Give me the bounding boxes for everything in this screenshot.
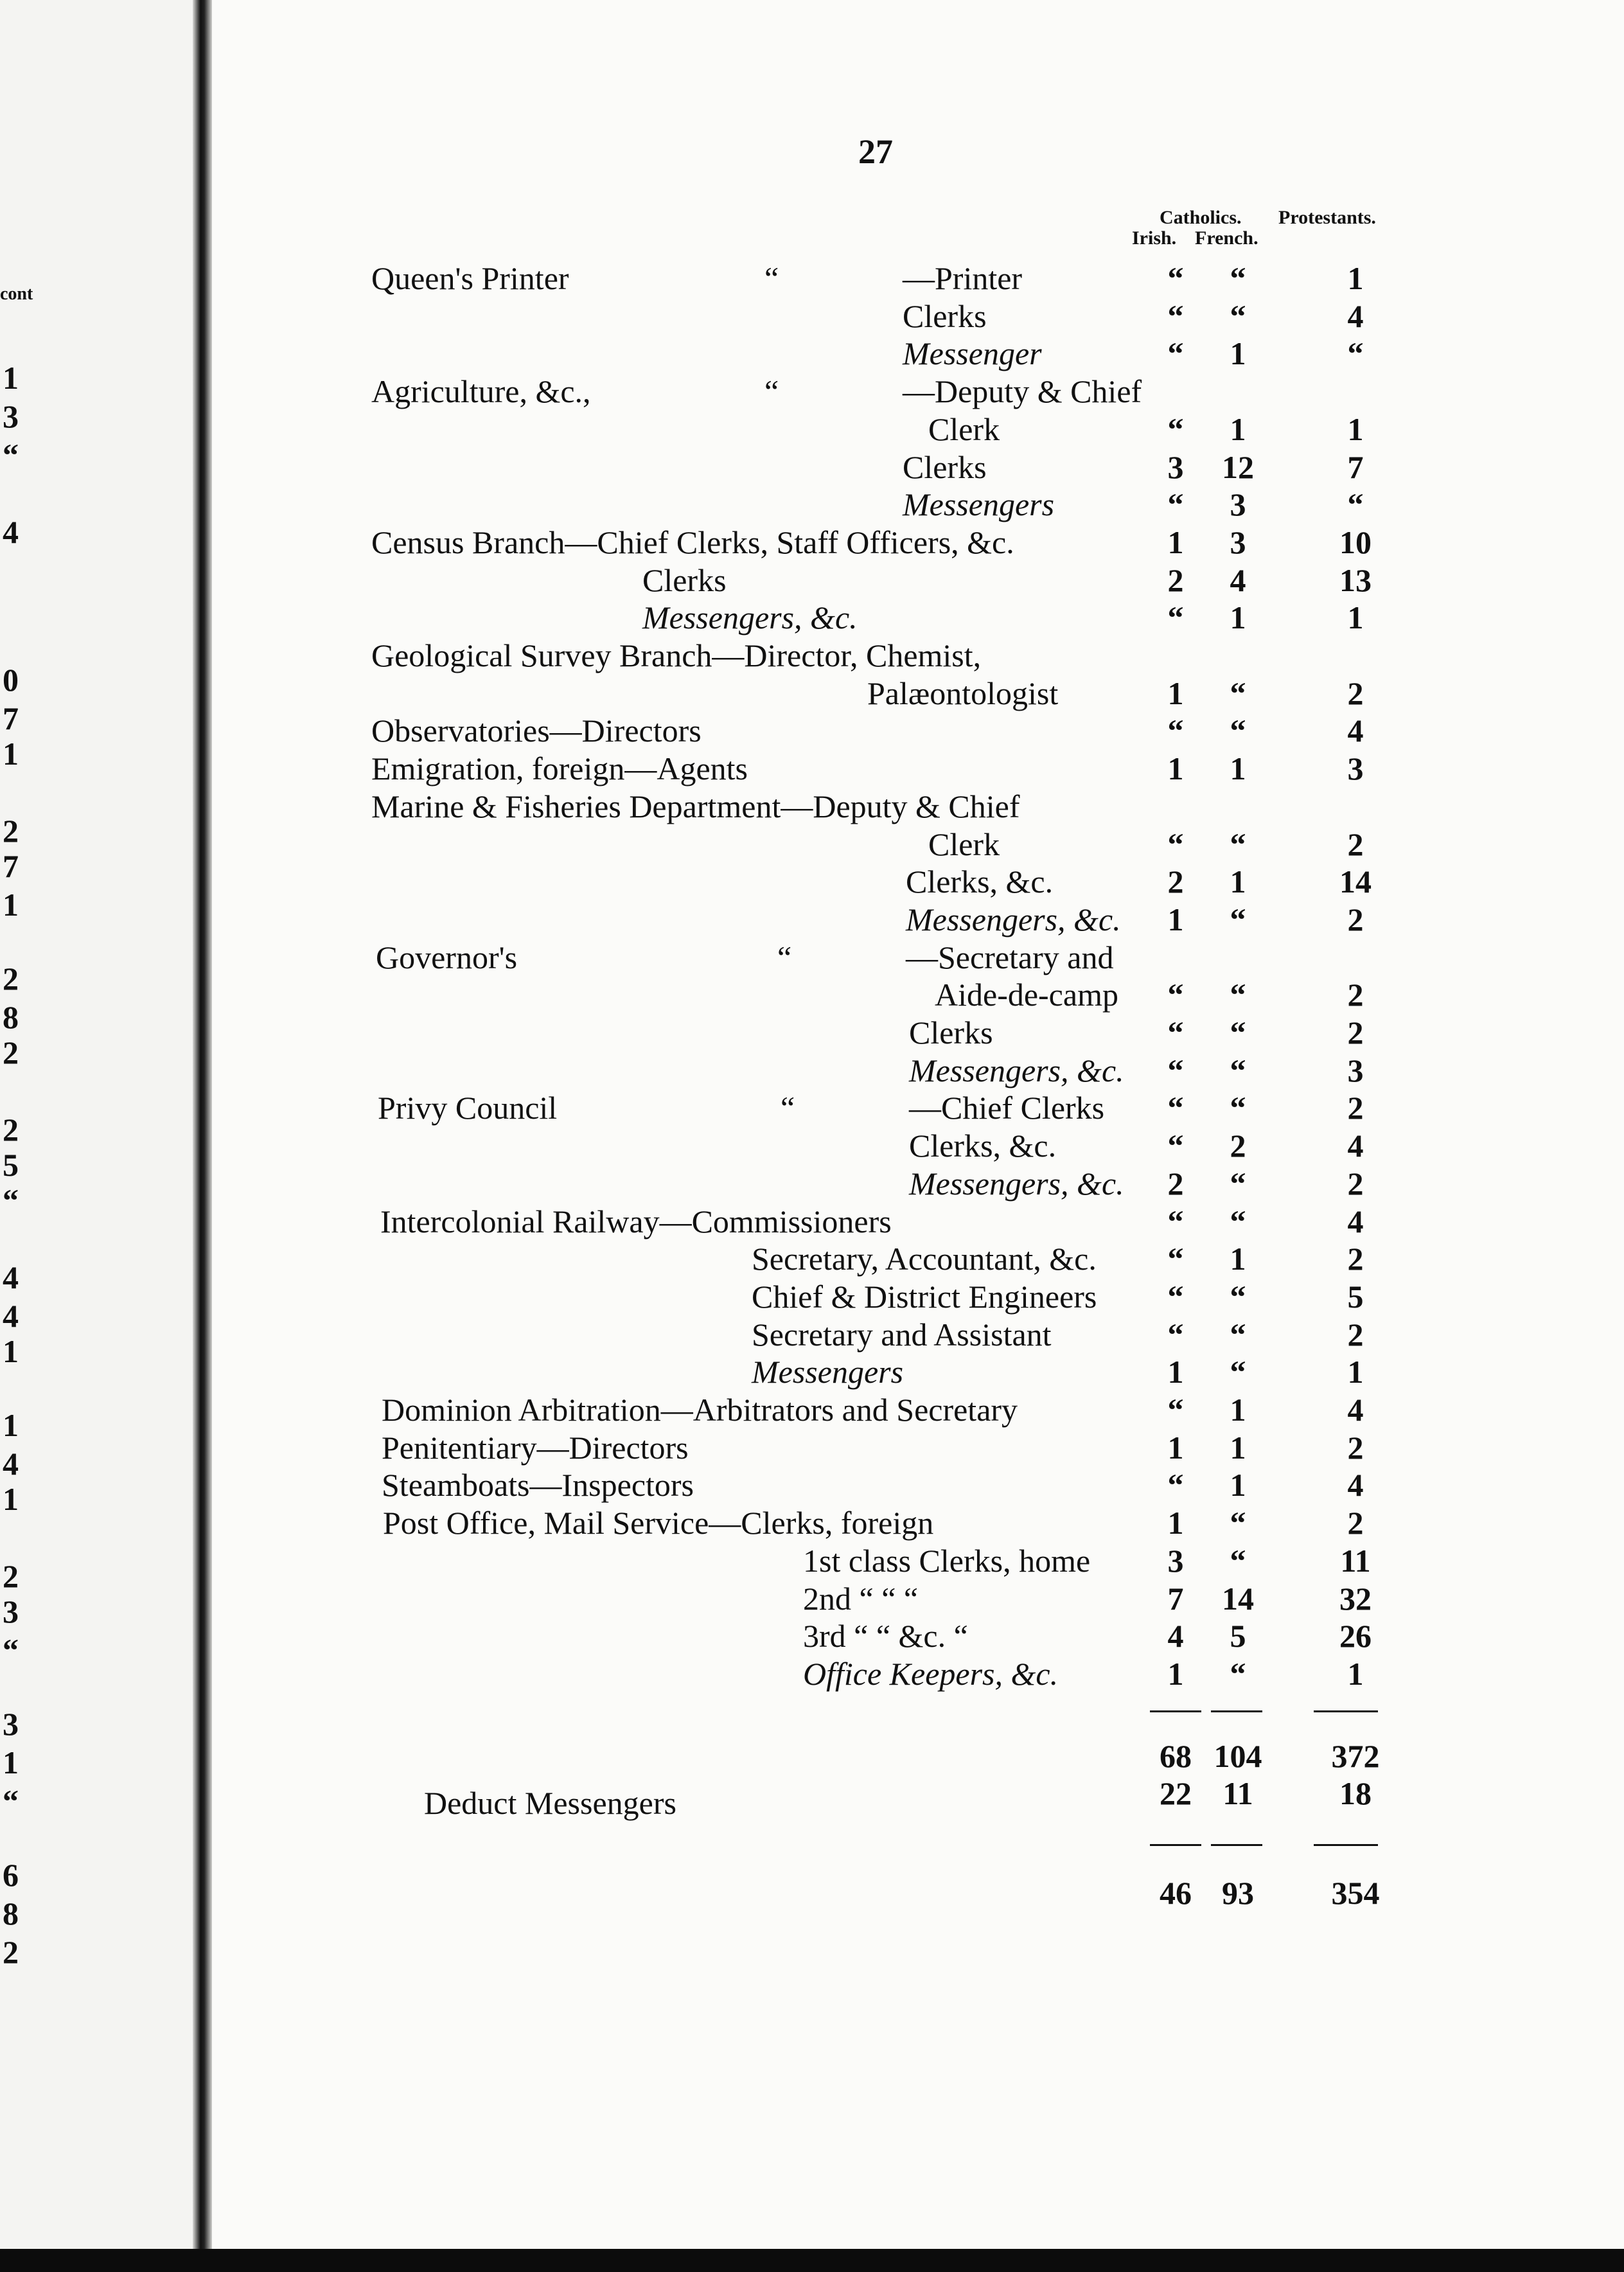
cell-irish: 3 [1167,449,1184,485]
cell-french: “ [1230,901,1246,937]
net-rule-protestants [1314,1844,1378,1846]
left-margin-figure: 2 [3,961,19,997]
cell-french: 1 [1230,864,1246,900]
left-margin-figure: 2 [3,1112,19,1148]
net-french: 93 [1222,1875,1254,1911]
left-margin-figure: 4 [3,514,19,550]
row-sub-entry: —Chief Clerks [909,1090,1105,1126]
cell-french: “ [1230,1279,1246,1315]
cell-protestants: 4 [1347,1467,1364,1503]
cell-protestants: 2 [1347,1505,1364,1541]
left-margin-figure: 2 [3,1934,19,1970]
left-margin-figure: 1 [3,736,19,772]
row-sub-entry: Clerks [903,449,987,485]
cell-french: 1 [1230,1392,1246,1428]
cell-irish: 1 [1167,1430,1184,1466]
row-sub-entry: —Printer [903,260,1023,296]
cell-french: 3 [1230,486,1246,522]
cell-protestants: 2 [1347,977,1364,1013]
cell-french: 1 [1230,411,1246,447]
ditto-mark: “ [764,373,779,409]
cell-irish: “ [1167,826,1184,862]
row-label: Privy Council [378,1090,558,1126]
cell-protestants: 10 [1339,524,1372,560]
row-sub-entry: Clerks, &c. [906,864,1054,900]
row-sub-entry: Chief & District Engineers [752,1279,1097,1315]
cell-protestants: 13 [1339,562,1372,598]
row-label: Dominion Arbitration—Arbitrators and Secretary [382,1392,1018,1428]
totals-rule-french [1211,1710,1262,1712]
cell-protestants: 32 [1339,1581,1372,1617]
left-margin-figure: 1 [3,1333,19,1369]
cell-french: “ [1230,713,1246,749]
cell-irish: 4 [1167,1618,1184,1654]
row-sub-entry: Messengers, &c. [909,1166,1124,1202]
left-margin-figure: 3 [3,1593,19,1629]
header-protestants: Protestants. [1278,207,1376,228]
cell-irish: 1 [1167,524,1184,560]
cell-irish: “ [1167,335,1184,371]
row-label: Observatories—Directors [371,713,702,749]
left-margin-figure: 8 [3,999,19,1035]
cell-french: 1 [1230,1467,1246,1503]
row-sub-entry: Aide-de-camp [935,977,1118,1013]
left-margin-figure: 3 [3,398,19,434]
cell-irish: 1 [1167,1656,1184,1692]
totals-rule-irish [1150,1710,1201,1712]
row-label: Intercolonial Railway—Commissioners [380,1203,892,1239]
left-margin-figure: 1 [3,1407,19,1443]
cell-protestants: 14 [1339,864,1372,900]
cell-protestants: 2 [1347,1241,1364,1277]
row-sub-entry: 2nd “ “ “ [803,1581,919,1617]
row-sub-entry: Messengers, &c. [906,901,1121,937]
deduct-irish: 22 [1160,1775,1192,1811]
cell-french: “ [1230,1543,1246,1579]
left-margin-figure: 1 [3,887,19,923]
left-margin-figure: 1 [3,1744,19,1780]
row-label: Emigration, foreign—Agents [371,750,748,786]
cell-french: “ [1230,260,1246,296]
cell-irish: 1 [1167,1505,1184,1541]
cell-french: “ [1230,1052,1246,1088]
deduct-protestants: 18 [1339,1775,1372,1811]
cell-protestants: 4 [1347,713,1364,749]
cell-french: “ [1230,1203,1246,1239]
cell-irish: “ [1167,486,1184,522]
left-page-fragment [0,0,193,2249]
row-sub-entry: Messenger [903,335,1042,371]
cell-irish: “ [1167,1467,1184,1503]
cell-irish: “ [1167,1052,1184,1088]
cell-french: 4 [1230,562,1246,598]
cell-irish: 1 [1167,675,1184,711]
row-label: Census Branch—Chief Clerks, Staff Officers, &c. [371,524,1014,560]
cell-french: 1 [1230,1430,1246,1466]
cell-protestants: 2 [1347,1317,1364,1353]
left-margin-figure: 5 [3,1147,19,1183]
row-sub-entry: Secretary, Accountant, &c. [752,1241,1097,1277]
left-margin-figure: 4 [3,1446,19,1482]
left-margin-figure: 0 [3,662,19,698]
row-sub-entry: Clerk [928,826,1000,862]
cell-french: “ [1230,1354,1246,1390]
cell-protestants: 1 [1347,1656,1364,1692]
left-margin-figure: 4 [3,1259,19,1295]
cell-protestants: 2 [1347,1166,1364,1202]
cell-protestants: 2 [1347,901,1364,937]
ditto-mark: “ [764,260,779,296]
cell-french: 2 [1230,1128,1246,1164]
row-sub-entry: Clerks [903,298,987,334]
cell-french: 1 [1230,1241,1246,1277]
cell-irish: “ [1167,1090,1184,1126]
left-margin-figure: 6 [3,1857,19,1893]
cell-irish: 1 [1167,1354,1184,1390]
header-catholics: Catholics. [1160,207,1242,228]
row-label: Queen's Printer [371,260,569,296]
totals-rule-protestants [1314,1710,1378,1712]
header-irish: Irish. [1132,227,1177,249]
cell-irish: 2 [1167,864,1184,900]
cell-irish: 1 [1167,750,1184,786]
cell-protestants: 3 [1347,750,1364,786]
left-margin-figure: 2 [3,813,19,849]
cell-irish: “ [1167,1241,1184,1277]
row-sub-entry: Clerks, &c. [909,1128,1057,1164]
cell-protestants: 2 [1347,1430,1364,1466]
cell-irish: “ [1167,1015,1184,1051]
cell-irish: “ [1167,1392,1184,1428]
cell-irish: 2 [1167,562,1184,598]
cell-french: 3 [1230,524,1246,560]
cell-french: “ [1230,1090,1246,1126]
cell-protestants: 1 [1347,1354,1364,1390]
ditto-mark: “ [781,1090,795,1126]
cell-irish: 7 [1167,1581,1184,1617]
cell-irish: “ [1167,599,1184,635]
left-margin-figure: 8 [3,1895,19,1931]
left-margin-figure: “ [3,1182,19,1218]
cell-protestants: 2 [1347,1090,1364,1126]
left-margin-figure: 1 [3,360,19,396]
cell-french: “ [1230,1317,1246,1353]
left-margin-figure: 7 [3,848,19,884]
cell-protestants: 4 [1347,1128,1364,1164]
cell-irish: “ [1167,1203,1184,1239]
cell-irish: “ [1167,1128,1184,1164]
row-label: Governor's [376,939,518,975]
total-irish: 68 [1160,1738,1192,1774]
row-label: Steamboats—Inspectors [382,1467,694,1503]
cell-irish: 1 [1167,901,1184,937]
row-sub-entry: Messengers, &c. [909,1052,1124,1088]
row-sub-entry: 3rd “ “ &c. “ [803,1618,968,1654]
left-margin-figure: 4 [3,1298,19,1334]
cell-irish: “ [1167,411,1184,447]
cell-protestants: 11 [1340,1543,1371,1579]
net-rule-french [1211,1844,1262,1846]
row-sub-entry: Office Keepers, &c. [803,1656,1059,1692]
total-french: 104 [1214,1738,1262,1774]
row-sub-entry: —Secretary and [906,939,1114,975]
cell-protestants: 3 [1347,1052,1364,1088]
left-margin-figure: “ [3,1632,19,1668]
net-protestants: 354 [1331,1875,1380,1911]
cell-french: “ [1230,1505,1246,1541]
cell-french: 1 [1230,750,1246,786]
cell-protestants: 1 [1347,599,1364,635]
cell-french: 1 [1230,599,1246,635]
left-margin-figure: “ [3,437,19,473]
row-sub-entry: Clerks [642,562,727,598]
row-label: Agriculture, &c., [371,373,591,409]
left-margin-figure: 3 [3,1706,19,1742]
row-sub-entry: Clerks [909,1015,993,1051]
header-french: French. [1195,227,1258,249]
net-rule-irish [1150,1844,1201,1846]
cell-french: “ [1230,298,1246,334]
row-sub-entry: —Deputy & Chief [903,373,1142,409]
row-label: Post Office, Mail Service—Clerks, foreign [383,1505,934,1541]
cell-protestants: 4 [1347,298,1364,334]
ditto-mark: “ [777,939,792,975]
row-sub-entry: 1st class Clerks, home [803,1543,1091,1579]
cell-protestants: 1 [1347,411,1364,447]
cell-protestants: “ [1347,486,1364,522]
cell-irish: “ [1167,260,1184,296]
deduct-french: 11 [1222,1775,1253,1811]
cell-protestants: 2 [1347,826,1364,862]
cell-protestants: 2 [1347,675,1364,711]
row-sub-entry: Messengers [752,1354,904,1390]
row-label: Penitentiary—Directors [382,1430,689,1466]
cell-irish: “ [1167,1279,1184,1315]
cell-protestants: “ [1347,335,1364,371]
page-number: 27 [858,132,893,171]
total-protestants: 372 [1331,1738,1380,1774]
cell-protestants: 4 [1347,1392,1364,1428]
cell-french: “ [1230,1656,1246,1692]
cell-french: 5 [1230,1618,1246,1654]
row-sub-entry: Clerk [928,411,1000,447]
cell-french: 1 [1230,335,1246,371]
row-sub-entry: Palæontologist [867,675,1059,711]
cell-french: “ [1230,675,1246,711]
cell-irish: “ [1167,1317,1184,1353]
cell-protestants: 1 [1347,260,1364,296]
row-label: Geological Survey Branch—Director, Chemist, [371,637,982,673]
cell-protestants: 7 [1347,449,1364,485]
row-label: Marine & Fisheries Department—Deputy & Chief [371,788,1020,824]
left-margin-figure: “ [3,1783,19,1819]
left-margin-figure: cont [0,284,33,304]
left-margin-figure: 7 [3,700,19,736]
net-irish: 46 [1160,1875,1192,1911]
cell-protestants: 5 [1347,1279,1364,1315]
cell-irish: 2 [1167,1166,1184,1202]
cell-french: “ [1230,1166,1246,1202]
cell-irish: “ [1167,298,1184,334]
deduct-label: Deduct Messengers [424,1785,676,1821]
left-margin-figure: 2 [3,1558,19,1594]
cell-french: “ [1230,1015,1246,1051]
cell-french: “ [1230,977,1246,1013]
cell-irish: “ [1167,713,1184,749]
row-sub-entry: Messengers, &c. [642,599,858,635]
left-margin-figure: 2 [3,1034,19,1070]
cell-irish: 3 [1167,1543,1184,1579]
cell-protestants: 2 [1347,1015,1364,1051]
scan-bottom-edge [0,2249,1624,2272]
cell-french: 14 [1222,1581,1254,1617]
left-margin-figure: 1 [3,1481,19,1517]
cell-french: 12 [1222,449,1254,485]
row-sub-entry: Secretary and Assistant [752,1317,1052,1353]
book-gutter [193,0,212,2249]
cell-protestants: 26 [1339,1618,1372,1654]
cell-french: “ [1230,826,1246,862]
cell-irish: “ [1167,977,1184,1013]
cell-protestants: 4 [1347,1203,1364,1239]
row-sub-entry: Messengers [903,486,1055,522]
